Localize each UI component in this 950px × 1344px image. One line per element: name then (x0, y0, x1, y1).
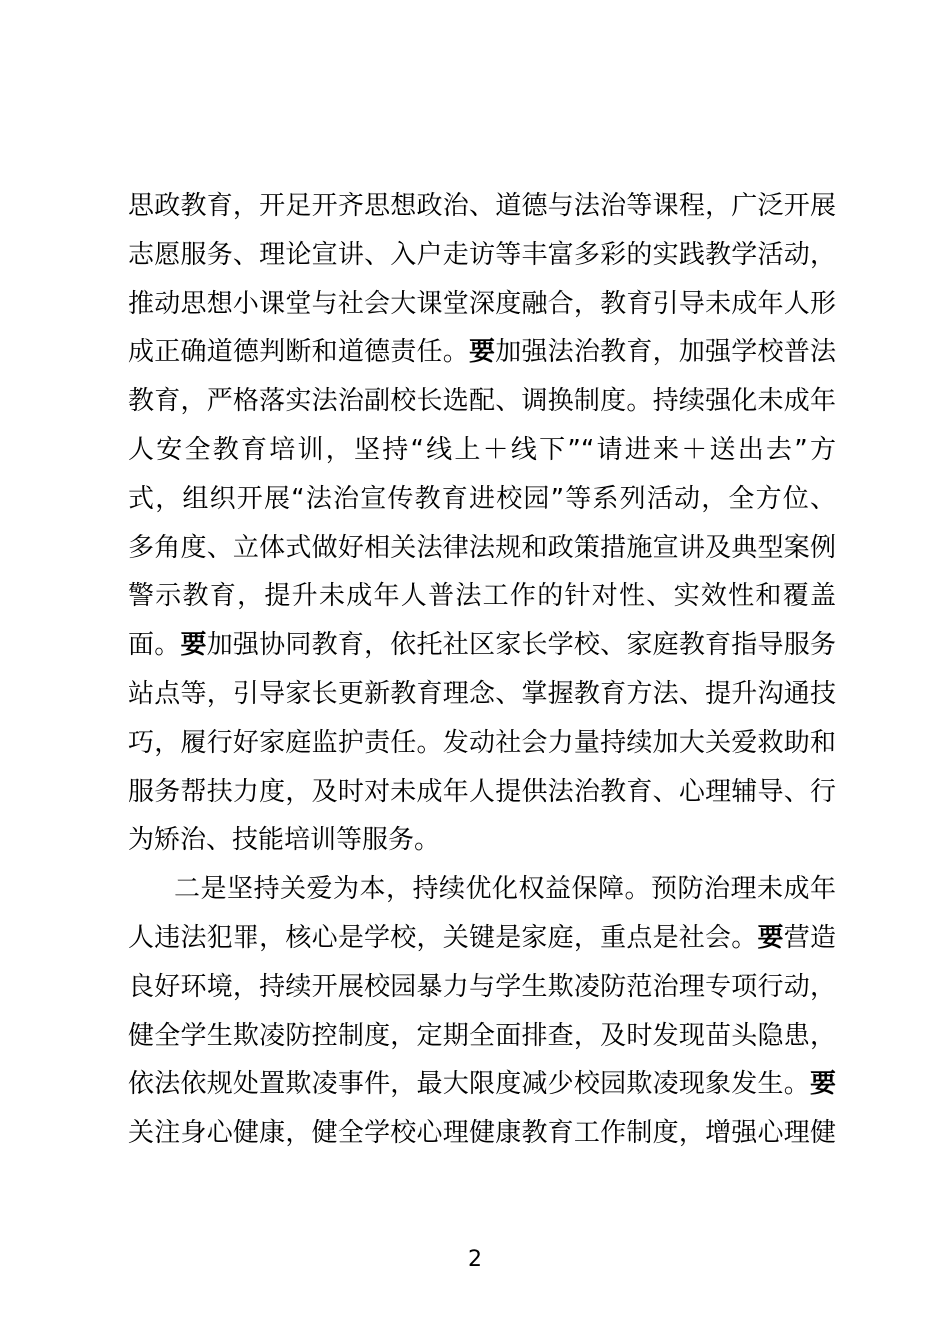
text-line-15: 二是坚持关爱为本，持续优化权益保障。预防治理未成年 (174, 874, 836, 905)
text-line-12: 巧，履行好家庭监护责任。发动社会力量持续加大关爱救助和 (128, 727, 836, 758)
emphasis-yao: 要 (809, 1069, 836, 1100)
emphasis-yao: 要 (757, 922, 784, 953)
emphasis-yao: 要 (180, 630, 207, 661)
text-line-7: 式，组织开展“法治宣传教育进校园”等系列活动，全方位、 (128, 483, 836, 514)
emphasis-yao: 要 (468, 337, 496, 368)
text-line-17: 良好环境，持续开展校园暴力与学生欺凌防范治理专项行动， (128, 971, 836, 1002)
text-line-4: 成正确道德判断和道德责任。要加强法治教育，加强学校普法 (128, 337, 836, 368)
text-line-20: 关注身心健康，健全学校心理健康教育工作制度，增强心理健 (128, 1118, 836, 1149)
body-text (128, 182, 836, 1158)
text-line-3: 推动思想小课堂与社会大课堂深度融合，教育引导未成年人形 (128, 288, 836, 319)
page-number: 2 (468, 1247, 482, 1272)
text-line-2: 志愿服务、理论宣讲、入户走访等丰富多彩的实践教学活动， (128, 239, 836, 270)
text-line-14: 为矫治、技能培训等服务。 (128, 825, 441, 856)
text-line-10: 面。要加强协同教育，依托社区家长学校、家庭教育指导服务 (128, 630, 836, 661)
text-line-18: 健全学生欺凌防控制度，定期全面排查，及时发现苗头隐患， (128, 1020, 836, 1051)
text-line-13: 服务帮扶力度，及时对未成年人提供法治教育、心理辅导、行 (128, 776, 836, 807)
text-line-8: 多角度、立体式做好相关法律法规和政策措施宣讲及典型案例 (128, 532, 836, 563)
text-line-16: 人违法犯罪，核心是学校，关键是家庭，重点是社会。要营造 (128, 922, 836, 953)
text-line-6: 人安全教育培训，坚持“线上＋线下”“请进来＋送出去”方 (128, 434, 836, 465)
text-line-11: 站点等，引导家长更新教育理念、掌握教育方法、提升沟通技 (128, 678, 836, 709)
text-line-19: 依法依规处置欺凌事件，最大限度减少校园欺凌现象发生。要 (128, 1069, 836, 1100)
text-line-5: 教育，严格落实法治副校长选配、调换制度。持续强化未成年 (128, 386, 836, 417)
text-line-9: 警示教育，提升未成年人普法工作的针对性、实效性和覆盖 (128, 581, 836, 612)
text-line-1: 思政教育，开足开齐思想政治、道德与法治等课程，广泛开展 (128, 191, 836, 221)
